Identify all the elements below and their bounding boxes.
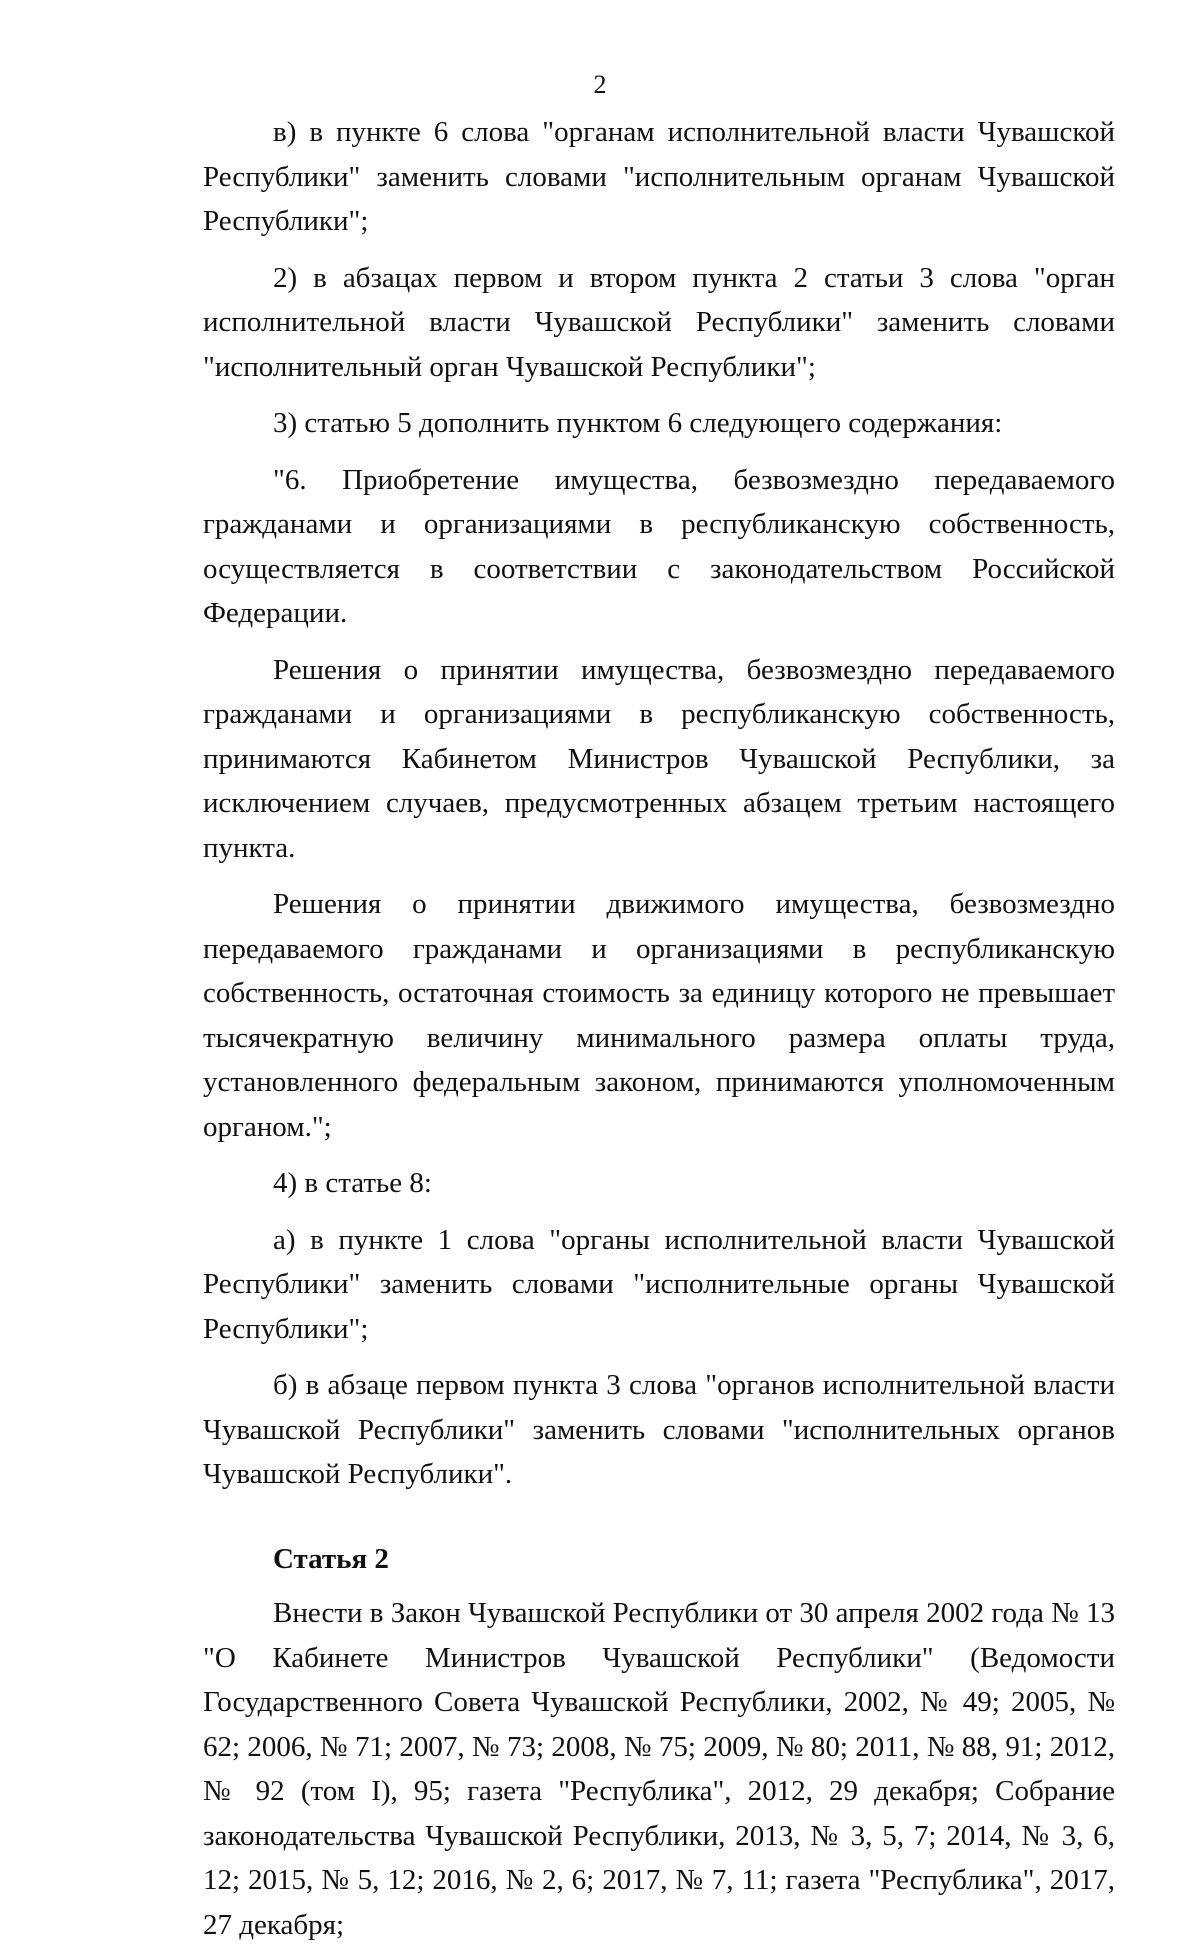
paragraph-item-4: 4) в статье 8: — [273, 1167, 432, 1199]
page-number: 2 — [593, 70, 607, 99]
paragraph-decisions-movable: Решения о принятии движимого имущества, безвозмездно передаваемого гражданами и организациями в республиканскую собственность, остаточная стоимость за единицу которого не превышает тысячекратную величину минимального размера оплаты труда, установленного федеральным законом, принимаются уполномоченным органом."; — [203, 888, 1115, 1143]
article-text: Внести в Закон Чувашской Республики от 30 апреля 2002 года № 13 "О Кабинете Министров Чувашской Республики" (Ведомости Государственного Совета Чувашской Республики, 2002, № 49; 2005, № 62; 2006, № 71; 2007, № 73; 2008, № 75; 2009, № 80; 2011, № 88, 91; 2012, № 92 (том I), 95; газета "Республика", 2012, 29 декабря; Собрание законодательства Чувашской Республики, 2013, № 3, 5, 7; 2014, № 3, 6, 12; 2015, № 5, 12; 2016, № 2, 6; 2017, № 7, 11; газета "Республика", 2017, 27 декабря; — [203, 1597, 1115, 1941]
paragraph-point-6: "6. Приобретение имущества, безвозмездно передаваемого гражданами и организациями в республиканскую собственность, осуществляется в соответствии с законодательством Российской Федерации. — [203, 463, 1115, 629]
paragraph-item-v: в) в пункте 6 слова "органам исполнительной власти Чувашской Республики" заменить словами "исполнительным органам Чувашской Республики"; — [203, 116, 1115, 237]
paragraph-item-3: 3) статью 5 дополнить пунктом 6 следующего содержания: — [273, 407, 1003, 439]
paragraph-item-b: б) в абзаце первом пункта 3 слова "органов исполнительной власти Чувашской Республики" заменить словами "исполнительных органов Чувашской Республики". — [203, 1369, 1115, 1490]
article-heading: Статья 2 — [273, 1542, 389, 1575]
paragraph-item-2: 2) в абзацах первом и втором пункта 2 статьи 3 слова "орган исполнительной власти Чувашской Республики" заменить словами "исполнительный орган Чувашской Республики"; — [203, 261, 1115, 383]
document-body — [203, 110, 1115, 1947]
paragraph-decisions-property: Решения о принятии имущества, безвозмездно передаваемого гражданами и организациями в республиканскую собственность, принимаются Кабинетом Министров Чувашской Республики, за исключением случаев, предусмотренных абзацем третьим настоящего пункта. — [203, 653, 1115, 864]
paragraph-item-a: а) в пункте 1 слова "органы исполнительной власти Чувашской Республики" заменить словами "исполнительные органы Чувашской Республики"; — [203, 1223, 1115, 1345]
